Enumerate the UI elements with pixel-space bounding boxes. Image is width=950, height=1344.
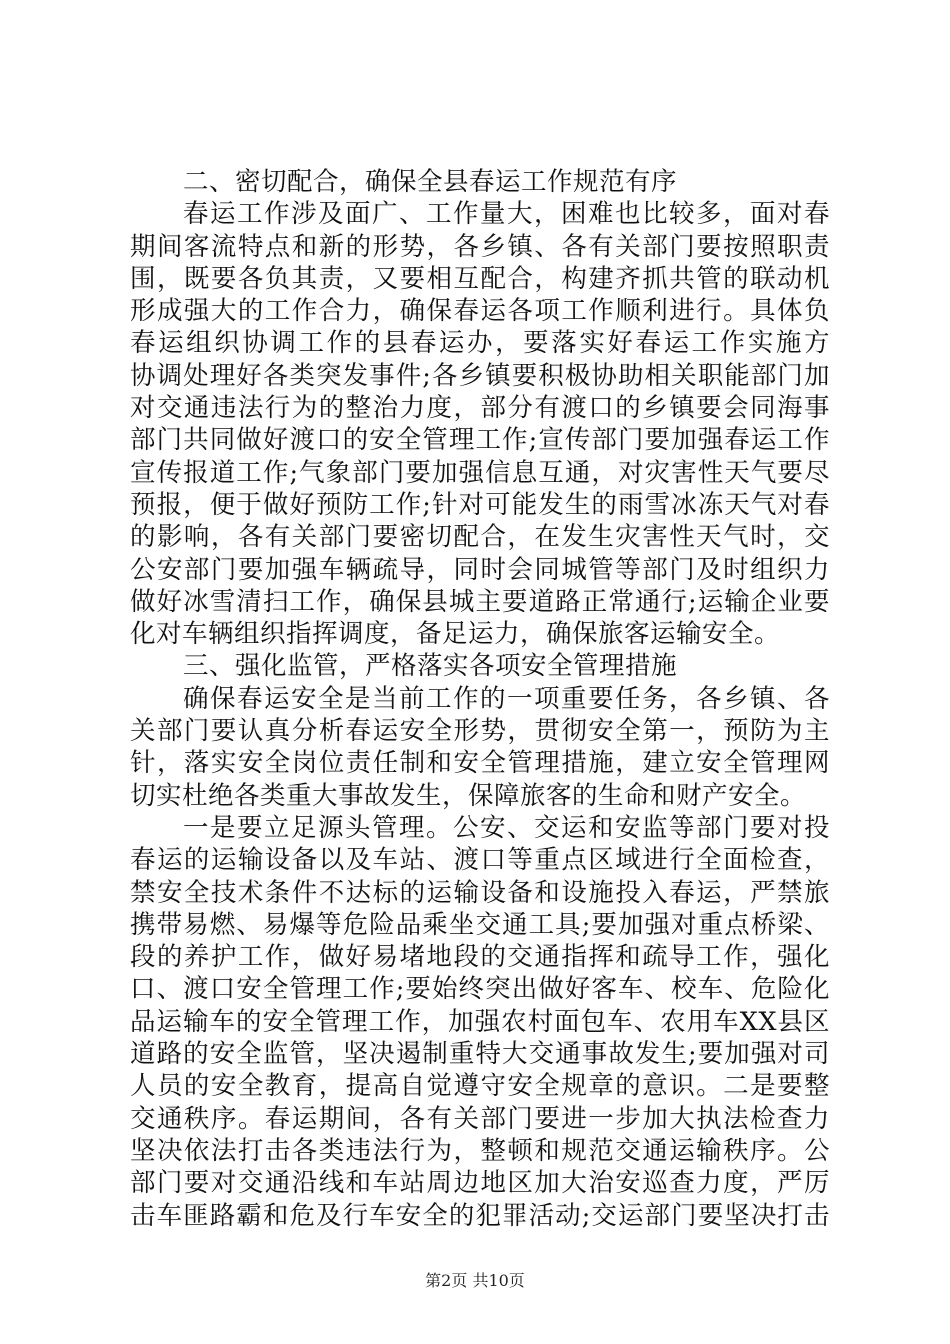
text-line: 化对车辆组织指挥调度，备足运力，确保旅客运输安全。 <box>130 619 781 650</box>
text-line: 公安部门要加强车辆疏导，同时会同城管等部门及时组织力 <box>130 554 830 585</box>
document-body <box>130 166 830 1232</box>
text-line: 道路的安全监管，坚决遏制重特大交通事故发生;要加强对司 <box>130 1039 830 1070</box>
text-line: 人员的安全教育，提高自觉遵守安全规章的意识。二是要整 <box>130 1071 830 1102</box>
text-line: 部门共同做好渡口的安全管理工作;宣传部门要加强春运工作 <box>130 425 830 456</box>
text-line: 坚决依法打击各类违法行为，整顿和规范交通运输秩序。公 <box>130 1135 830 1166</box>
text-line: 禁安全技术条件不达标的运输设备和设施投入春运，严禁旅 <box>130 877 830 908</box>
text-line: 携带易燃、易爆等危险品乘坐交通工具;要加强对重点桥梁、 <box>130 909 830 940</box>
text-line: 一是要立足源头管理。公安、交运和安监等部门要对投 <box>183 812 830 843</box>
text-line: 段的养护工作，做好易堵地段的交通指挥和疏导工作，强化 <box>130 942 830 973</box>
text-line: 击车匪路霸和危及行车安全的犯罪活动;交运部门要坚决打击 <box>130 1200 830 1231</box>
text-line: 交通秩序。春运期间，各有关部门要进一步加大执法检查力 <box>130 1103 830 1134</box>
text-line: 口、渡口安全管理工作;要始终突出做好客车、校车、危险化 <box>130 974 830 1005</box>
text-line: 确保春运安全是当前工作的一项重要任务，各乡镇、各 <box>183 683 830 714</box>
text-line: 春运组织协调工作的县春运办，要落实好春运工作实施方 <box>130 328 830 359</box>
text-line: 春运工作涉及面广、工作量大，困难也比较多，面对春 <box>183 199 830 230</box>
text-line: 春运的运输设备以及车站、渡口等重点区域进行全面检查， <box>130 845 830 876</box>
text-line: 期间客流特点和新的形势，各乡镇、各有关部门要按照职责 <box>130 231 830 262</box>
text-line: 围，既要各负其责，又要相互配合，构建齐抓共管的联动机 <box>130 263 830 294</box>
text-line: 协调处理好各类突发事件;各乡镇要积极协助相关职能部门加 <box>130 360 830 391</box>
text-line: 对交通违法行为的整治力度，部分有渡口的乡镇要会同海事 <box>130 393 830 424</box>
text-line: 关部门要认真分析春运安全形势，贯彻安全第一，预防为主 <box>130 716 830 747</box>
text-line: 部门要对交通沿线和车站周边地区加大治安巡查力度，严厉 <box>130 1168 830 1199</box>
text-line: 针，落实安全岗位责任制和安全管理措施，建立安全管理网 <box>130 748 830 779</box>
text-line: 二、密切配合，确保全县春运工作规范有序 <box>183 167 678 197</box>
text-line: 预报，便于做好预防工作;针对可能发生的雨雪冰冻天气对春 <box>130 489 830 520</box>
text-line: 做好冰雪清扫工作，确保县城主要道路正常通行;运输企业要 <box>130 586 830 617</box>
text-line: 形成强大的工作合力，确保春运各项工作顺利进行。具体负 <box>130 296 830 327</box>
text-line: 切实杜绝各类重大事故发生，保障旅客的生命和财产安全。 <box>130 780 807 811</box>
page-footer: 第2页 共10页 <box>425 1271 525 1290</box>
text-line: 宣传报道工作;气象部门要加强信息互通，对灾害性天气要尽 <box>130 457 830 488</box>
text-line: 的影响，各有关部门要密切配合，在发生灾害性天气时，交 <box>130 522 830 553</box>
text-line: 三、强化监管，严格落实各项安全管理措施 <box>183 651 678 682</box>
text-line: 品运输车的安全管理工作，加强农村面包车、农用车XX县区 <box>130 1006 830 1037</box>
